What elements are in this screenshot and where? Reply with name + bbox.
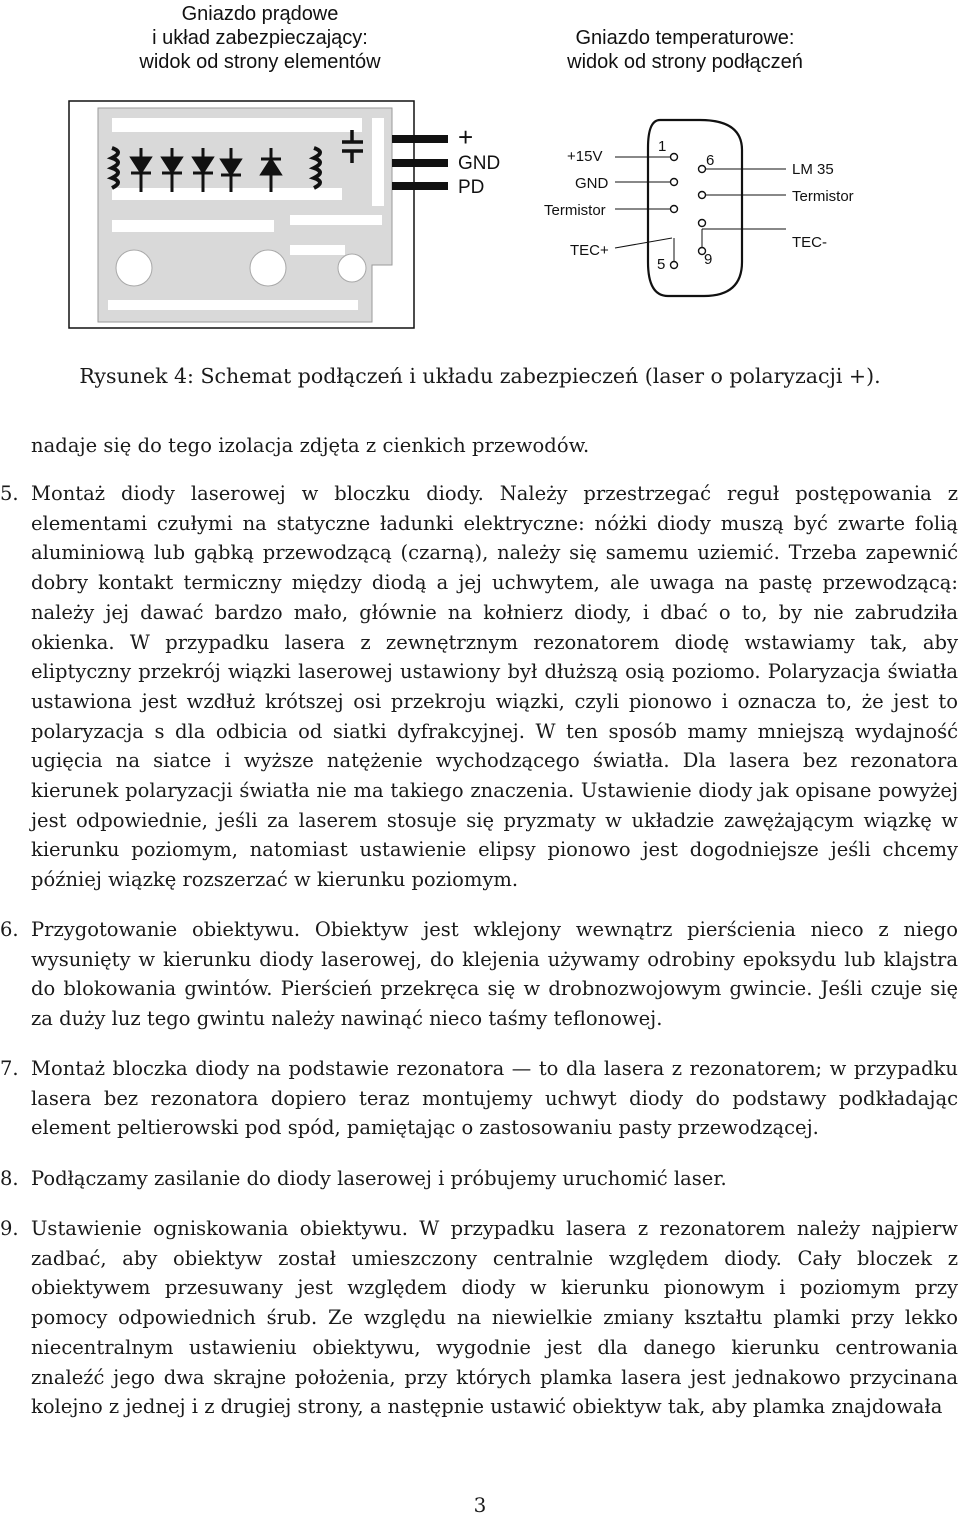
figure-right-title [530,26,840,74]
connector-label-tec-minus: TEC- [792,234,827,251]
connector-label-gnd: GND [575,175,609,192]
item-text: Przygotowanie obiektywu. Obiektyw jest wklejony wewnątrz pierścienia nieco z niego wysunięty w kierunku diody laserowej, do klejenia używamy odrobiny epoksydu lub klajstra do blokowania gwintów. Pierścień przekręca się w drobnozwojowym gwincie. Jeśli czuje się za duży luz tego gwintu należy nawinąć nieco taśmy teflonowej. [31,918,958,1031]
pin-label-6: 6 [706,152,715,169]
connector-label-termistor-right: Termistor [792,188,854,205]
page-number: 3 [473,1493,487,1517]
item-text: Ustawienie ogniskowania obiektywu. W przypadku lasera z rezonatorem należy najpierw zadbać, aby obiektyw został umieszczony centralnie względem diody. Cały bloczek z obiektywem przesuwany jest względem diody w kierunku pionowym i poziomym przy pomocy odpowiednich śrub. Ze względu na niewielkie zmiany kształtu plamki przy lekko niecentralnym ustawieniu obiektywu, wygodnie jest dla danego kierunku centrowania znaleźć jego dwa skrajne położenia, przy których plamka lasera jest jednakowo przycinana kolejno z jednej i z drugiej strony, a następnie ustawić obiektyw tak, aby plamka znajdowała [31,1217,958,1419]
terminal-pd-bar [392,182,448,190]
connection-schematic [0,95,960,335]
figure-caption: Rysunek 4: Schemat podłączeń i układu zabezpieczeń (laser o polaryzacji +). [79,364,881,388]
item-number: 8. [0,1167,19,1190]
label-pd: PD [458,177,485,198]
pin-label-1: 1 [658,138,667,155]
item-number: 9. [0,1217,19,1240]
label-plus: + [458,122,474,152]
connector-label-lm35: LM 35 [792,161,834,178]
connector-label-tec-plus: TEC+ [570,242,609,259]
left-title-line: widok od strony elementów [139,51,381,73]
item-text: Montaż bloczka diody na podstawie rezonatora — to dla lasera z rezonatorem; w przypadku lasera bez rezonatora dopiero teraz montujemy uchwyt diody do podstawy podkładając element peltierowski pod spód, pamiętając o zastosowaniu pasty przewodzącej. [31,1057,958,1140]
left-title-line: Gniazdo prądowe [181,3,339,25]
item-text: Montaż diody laserowej w bloczku diody. Należy przestrzegać reguł postępowania z elementami czułymi na statyczne ładunki elektryczne: nóżki diody muszą być zwarte folią aluminiową lub gąbką przewodzącą (czarną), należy się samemu uziemić. Trzeba zapewnić dobry kontakt termiczny między diodą a jej uchwytem, ale uwaga na pastę przewodzącą: należy jej dawać bardzo mało, głównie na kołnierz diody, i dbać o to, by nie zabrudziła okienka. W przypadku lasera z zewnętrznym rezonatorem diodę wstawiamy tak, aby eliptyczny przekrój wiązki laserowej ustawiony był dłuższą osią poziomo. Polaryzacja światła ustawiona jest wzdłuż krótszej osi przekroju wiązki, czyli pionowo i oznacza to, że jest to polaryzacja s dla odbicia od siatki dyfrakcyjnej. W ten sposób mamy mniejszą wydajność ugięcia na siatce i wyższe natężenie wychodzącego światła. Dla lasera bez rezonatora kierunek polaryzacji światła nie ma takiego znaczenia. Ustawienie diody jak opisane powyżej jest odpowiednie, jeśli za laserem stosuje się pryzmaty w układzie zawężającym wiązkę w kierunku poziomym, natomiast ustawienie elipsy pionowo jest dogodniejsze jeśli chcemy później wiązkę rozszerzać w kierunku poziomym. [31,482,958,892]
left-title-line: i układ zabezpieczający: [152,27,368,49]
right-title-line: widok od strony podłączeń [567,51,803,73]
terminal-plus-bar [392,135,448,143]
pin-label-5: 5 [657,256,666,273]
connector-label-termistor-left: Termistor [544,202,606,219]
figure-left-title [110,2,410,74]
intro-paragraph: nadaje się do tego izolacja zdjęta z cienkich przewodów. [31,434,590,457]
connector-label-15v: +15V [567,148,603,165]
pin-label-9: 9 [704,251,713,268]
item-text: Podłączamy zasilanie do diody laserowej i próbujemy uruchomić laser. [31,1167,727,1190]
item-number: 6. [0,918,19,941]
pcb-board [98,108,392,322]
right-title-line: Gniazdo temperaturowe: [575,27,795,49]
item-number: 5. [0,482,19,505]
connector-pins [671,154,706,269]
label-gnd: GND [458,153,501,174]
item-number: 7. [0,1057,19,1080]
terminal-gnd-bar [392,159,448,167]
